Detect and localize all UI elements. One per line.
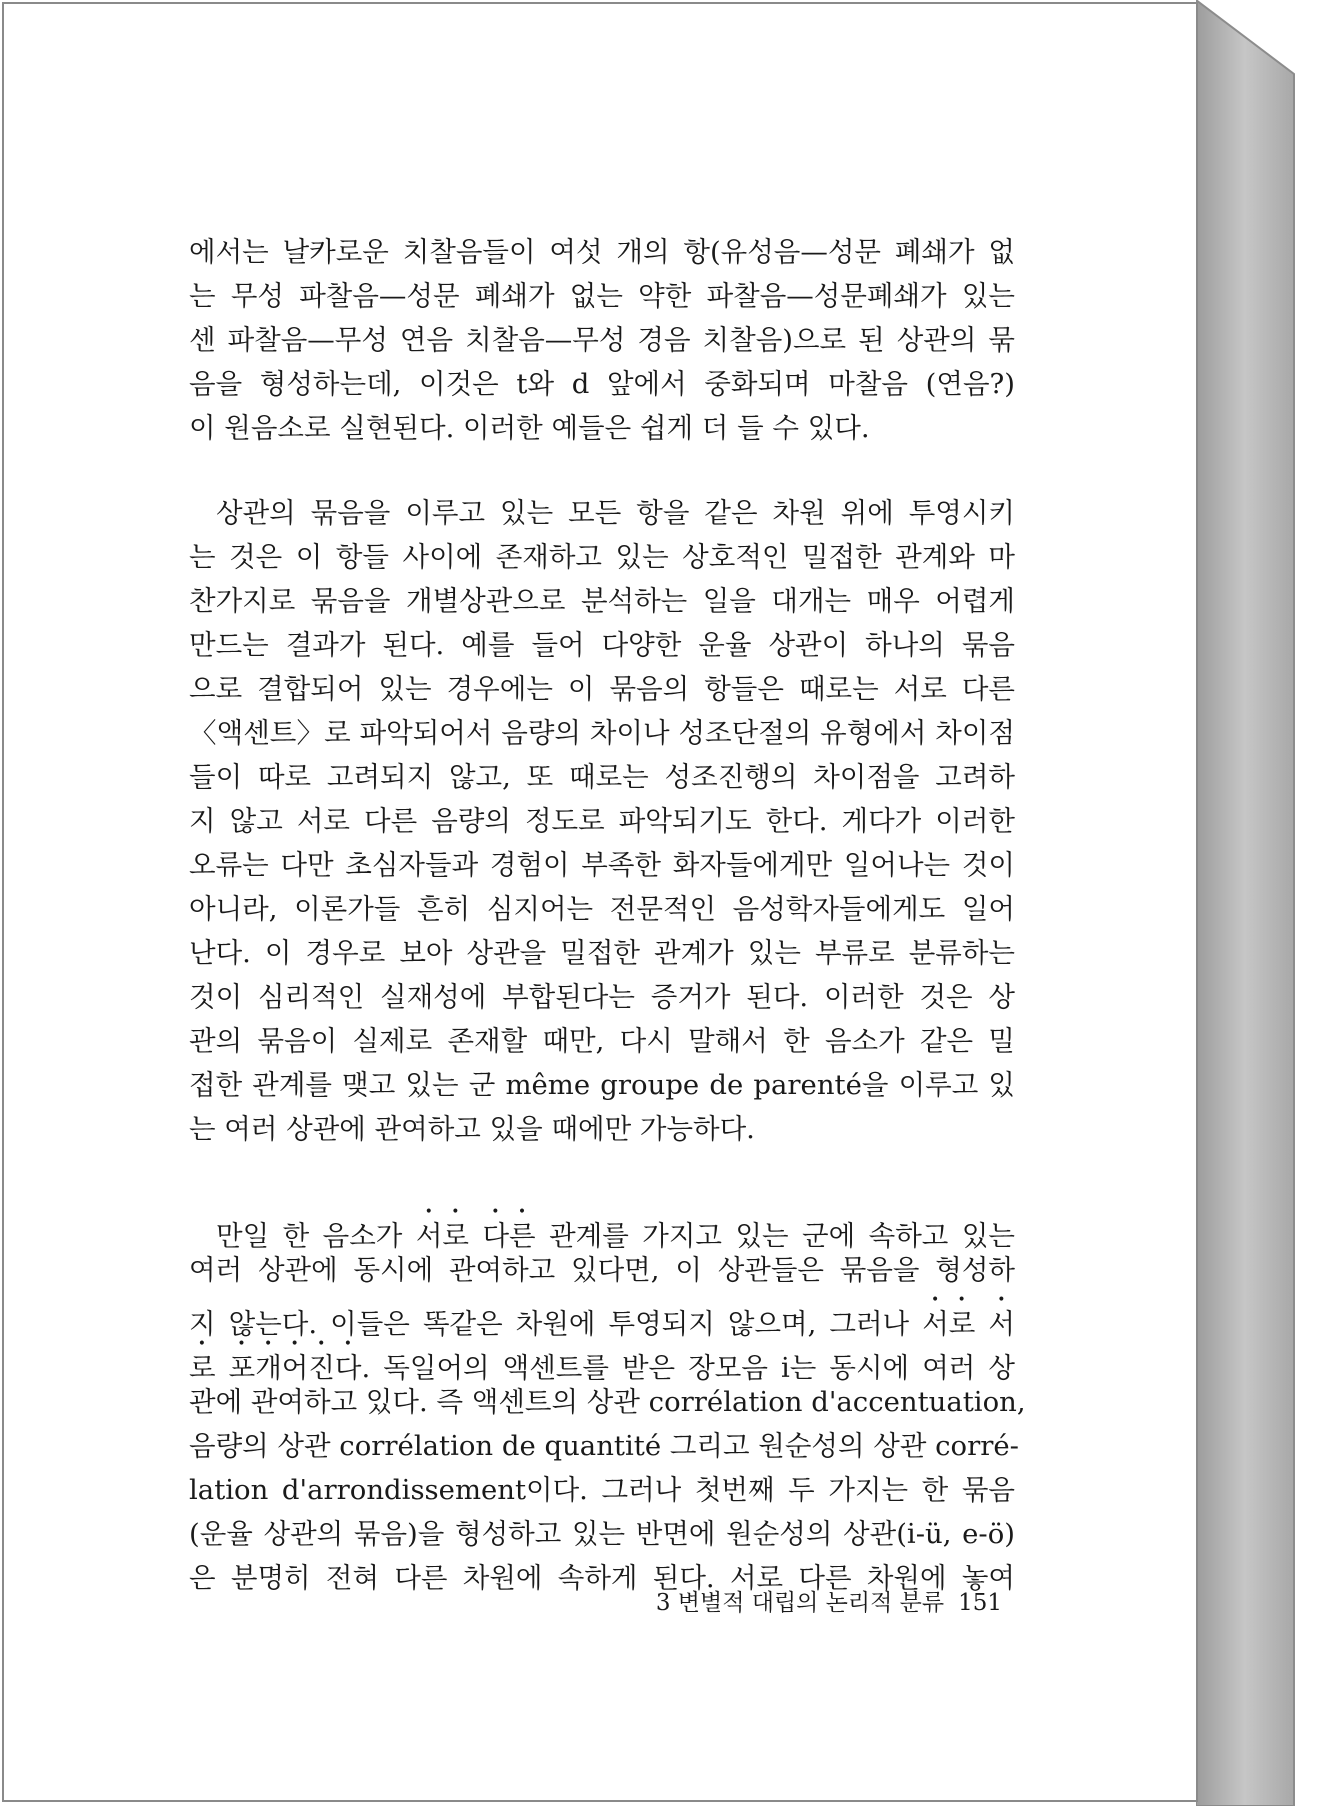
paragraph-gap	[189, 1151, 1015, 1204]
text-line: 는 여러 상관에 관여하고 있을 때에만 가능하다.	[189, 1113, 755, 1145]
text-line: (운율 상관의 묶음)을 형성하고 있는 반면에 원순성의 상관(i-ü, e-ö)	[189, 1518, 1015, 1550]
text-line	[189, 1336, 1015, 1384]
text-line: 찬가지로 묶음을 개별상관으로 분석하는 일을 대개는 매우 어렵게	[189, 585, 1015, 617]
text-run: 만일 한 음소가	[216, 1220, 416, 1252]
text-line: 접한 관계를 맺고 있는 군 même groupe de parenté을 이루고 있	[189, 1069, 1015, 1101]
text-line: 〈액센트〉로 파악되어서 음량의 차이나 성조단절의 유형에서 차이점	[189, 717, 1015, 749]
text-line: 지 않고 서로 다른 음량의 정도로 파악되기도 한다. 게다가 이러한	[189, 805, 1015, 837]
page-body	[189, 230, 1026, 1600]
text-line: 센 파찰음—무성 연음 치찰음—무성 경음 치찰음)으로 된 상관의 묶	[189, 324, 1015, 356]
text-line: 관에 관여하고 있다. 즉 액센트의 상관 corrélation d'accentuation,	[189, 1386, 1026, 1418]
page-number: 151	[958, 1590, 1002, 1616]
emphasized-text: 서로 서	[922, 1308, 1015, 1340]
page-footer	[622, 1584, 1002, 1617]
paragraph-1	[189, 230, 1015, 450]
text-line: 음량의 상관 corrélation de quantité 그리고 원순성의 상관 corré-	[189, 1430, 1019, 1462]
emphasized-text: 로 포개어진다	[189, 1352, 362, 1384]
text-line: 는 무성 파찰음—성문 폐쇄가 없는 약한 파찰음—성문폐쇄가 있는	[189, 280, 1015, 312]
emphasized-text: 다른	[482, 1220, 536, 1252]
book-edge-graphic	[1196, 0, 1325, 1806]
text-line: 상관의 묶음을 이루고 있는 모든 항을 같은 차원 위에 투영시키	[216, 497, 1015, 529]
text-line: 에서는 날카로운 치찰음들이 여섯 개의 항(유성음—성문 폐쇄가 없	[189, 236, 1015, 268]
text-line	[189, 1204, 1015, 1252]
text-run: . 독일어의 액센트를 받은 장모음 i는 동시에 여러 상	[361, 1352, 1015, 1384]
emphasized-text: 서로	[415, 1220, 469, 1252]
text-line: 난다. 이 경우로 보아 상관을 밀접한 관계가 있는 부류로 분류하는	[189, 937, 1015, 969]
text-line	[189, 1292, 1015, 1340]
text-line: 은 분명히 전혀 다른 차원에 속하게 된다. 서로 다른 차원에 놓여	[189, 1562, 1015, 1594]
paragraph-2	[189, 491, 1015, 1151]
text-line: 여러 상관에 동시에 관여하고 있다면, 이 상관들은 묶음을 형성하	[189, 1254, 1015, 1286]
text-line: 관의 묶음이 실제로 존재할 때만, 다시 말해서 한 음소가 같은 밀	[189, 1025, 1015, 1057]
text-line: 이 원음소로 실현된다. 이러한 예들은 쉽게 더 들 수 있다.	[189, 412, 870, 444]
text-line: 아니라, 이론가들 흔히 심지어는 전문적인 음성학자들에게도 일어	[189, 893, 1015, 925]
text-line: lation d'arrondissement이다. 그러나 첫번째 두 가지는 한 묶음	[189, 1474, 1015, 1506]
text-line: 것이 심리적인 실재성에 부합된다는 증거가 된다. 이러한 것은 상	[189, 981, 1015, 1013]
text-run: 지 않는다. 이들은 똑같은 차원에 투영되지 않으며, 그러나	[189, 1308, 923, 1340]
text-line: 만드는 결과가 된다. 예를 들어 다양한 운율 상관이 하나의 묶음	[189, 629, 1015, 661]
text-line: 으로 결합되어 있는 경우에는 이 묶음의 항들은 때로는 서로 다른	[189, 673, 1015, 705]
text-line: 들이 따로 고려되지 않고, 또 때로는 성조진행의 차이점을 고려하	[189, 761, 1015, 793]
text-run: 관계를 가지고 있는 군에 속하고 있는	[535, 1220, 1015, 1252]
paragraph-3	[189, 1204, 1026, 1600]
text-line: 음을 형성하는데, 이것은 t와 d 앞에서 중화되며 마찰음 (연음?)	[189, 368, 1015, 400]
paragraph-gap	[189, 450, 1015, 491]
text-line: 는 것은 이 항들 사이에 존재하고 있는 상호적인 밀접한 관계와 마	[189, 541, 1015, 573]
book-page-edges	[1196, 0, 1325, 1806]
running-head: 3 변별적 대립의 논리적 분류	[655, 1590, 945, 1616]
text-line: 오류는 다만 초심자들과 경험이 부족한 화자들에게만 일어나는 것이	[189, 849, 1015, 881]
